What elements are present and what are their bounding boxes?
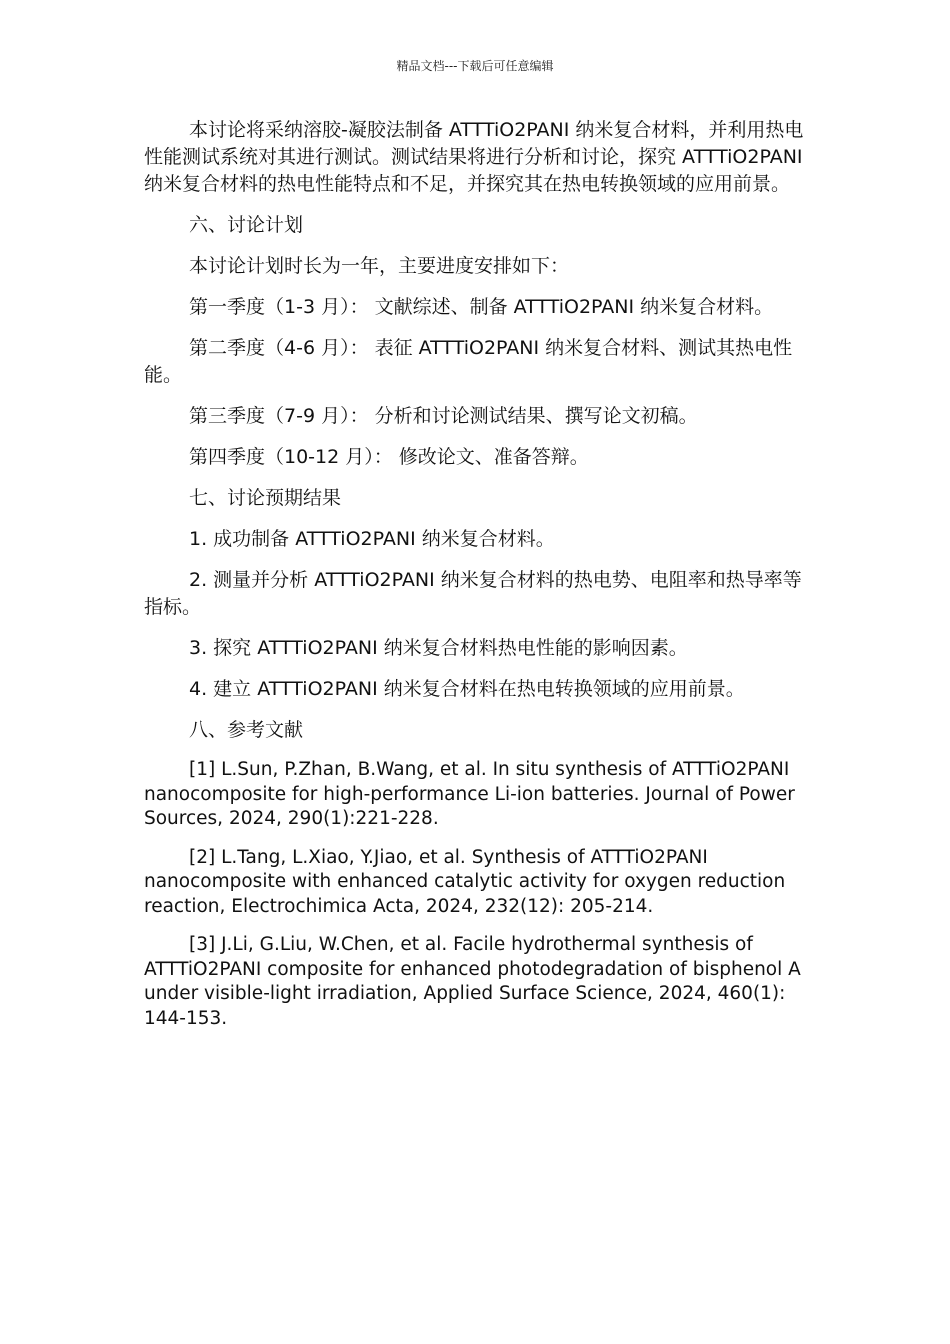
section-heading-plan: 六、讨论计划	[189, 214, 304, 236]
plan-q1: 第一季度（1-3 月）： 文献综述、制备 ATTTiO2PANI 纳米复合材料。	[189, 296, 774, 318]
document-body	[144, 117, 816, 1045]
section-heading-references: 八、参考文献	[189, 719, 304, 741]
result-item-2: 2. 测量并分析 ATTTiO2PANI 纳米复合材料的热电势、电阻率和热导率等指标。	[144, 569, 802, 618]
plan-q4: 第四季度（10-12 月）： 修改论文、准备答辩。	[189, 446, 589, 468]
plan-q3: 第三季度（7-9 月）： 分析和讨论测试结果、撰写论文初稿。	[189, 405, 698, 427]
plan-q2: 第二季度（4-6 月）： 表征 ATTTiO2PANI 纳米复合材料、测试其热电性能。	[144, 337, 793, 386]
reference-2: [2] L.Tang, L.Xiao, Y.Jiao, et al. Synthesis of ATTTiO2PANI nanocomposite with enhanced catalytic activity for oxygen reduction reaction, Electrochimica Acta, 2024, 232(12): 205-214.	[144, 846, 786, 917]
result-item-4: 4. 建立 ATTTiO2PANI 纳米复合材料在热电转换领域的应用前景。	[189, 678, 745, 700]
section-heading-results: 七、讨论预期结果	[189, 487, 342, 509]
plan-intro: 本讨论计划时长为一年，主要进度安排如下：	[189, 255, 570, 277]
intro-paragraph: 本讨论将采纳溶胶-凝胶法制备 ATTTiO2PANI 纳米复合材料，并利用热电性能测试系统对其进行测试。测试结果将进行分析和讨论，探究 ATTTiO2PANI 纳米复合材料的热电性能特点和不足，并探究其在热电转换领域的应用前景。	[144, 119, 804, 195]
result-item-3: 3. 探究 ATTTiO2PANI 纳米复合材料热电性能的影响因素。	[189, 637, 688, 659]
result-item-1: 1. 成功制备 ATTTiO2PANI 纳米复合材料。	[189, 528, 555, 550]
page-header: 精品文档---下载后可任意编辑	[396, 59, 554, 73]
reference-3: [3] J.Li, G.Liu, W.Chen, et al. Facile hydrothermal synthesis of ATTTiO2PANI composite for enhanced photodegradation of bisphenol A under visible-light irradiation, Applied Surface Science, 2024, 460(1): 144-153.	[144, 934, 801, 1029]
reference-1: [1] L.Sun, P.Zhan, B.Wang, et al. In situ synthesis of ATTTiO2PANI nanocomposite for high-performance Li-ion batteries. Journal of Power Sources, 2024, 290(1):221-228.	[144, 759, 795, 829]
